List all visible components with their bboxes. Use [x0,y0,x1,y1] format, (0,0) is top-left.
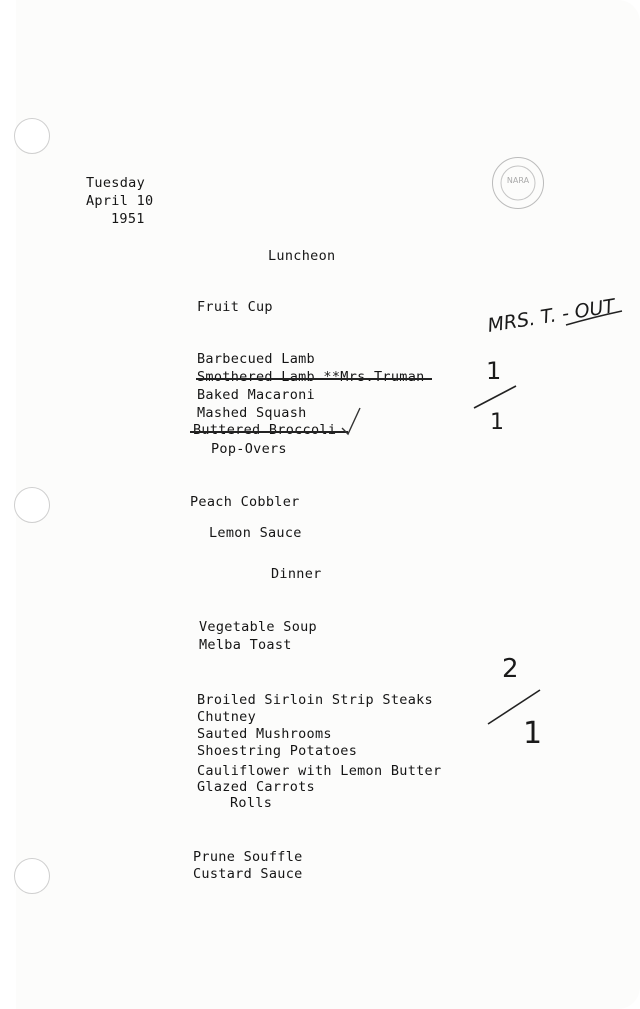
menu-item-baked-macaroni: Baked Macaroni [197,387,315,403]
menu-item-mashed-squash: Mashed Squash [197,405,307,421]
menu-item-lemon-sauce: Lemon Sauce [209,525,302,541]
luncheon-title: Luncheon [268,248,336,264]
menu-item-rolls: Rolls [230,795,273,811]
menu-item-custard-sauce: Custard Sauce [193,866,303,882]
menu-item-cauliflower: Cauliflower with Lemon Butter [197,763,442,779]
archive-stamp [492,157,544,209]
menu-item-smothered-lamb: Smothered Lamb **Mrs.Truman [197,369,425,385]
strikethrough-buttered-broccoli [190,431,348,433]
handwritten-note-mrs-t-out: MRS. T. - OUT [486,295,617,337]
menu-item-sirloin: Broiled Sirloin Strip Steaks [197,692,433,708]
binder-hole-bottom [14,858,50,894]
menu-item-vegetable-soup: Vegetable Soup [199,619,317,635]
lunch-servings-denominator: 1 [490,410,504,435]
header-day: Tuesday [86,175,145,191]
lunch-fraction-slash [470,382,520,412]
dinner-title: Dinner [271,566,322,582]
archive-stamp-label: NARA [506,176,530,185]
menu-item-pop-overs: Pop-Overs [211,441,287,457]
menu-item-barbecued-lamb: Barbecued Lamb [197,351,315,367]
menu-item-chutney: Chutney [197,709,256,725]
menu-item-carrots: Glazed Carrots [197,779,315,795]
binder-hole-middle [14,487,50,523]
check-mark [340,406,364,436]
menu-item-potatoes: Shoestring Potatoes [197,743,358,759]
lunch-servings-numerator: 1 [486,357,502,385]
menu-item-mushrooms: Sauted Mushrooms [197,726,332,742]
dinner-servings-denominator: 1 [523,716,543,751]
dinner-servings-numerator: 2 [502,654,519,684]
menu-item-peach-cobbler: Peach Cobbler [190,494,300,510]
menu-item-buttered-broccoli: Buttered Broccoli [193,422,337,438]
menu-item-prune-souffle: Prune Souffle [193,849,303,865]
binder-hole-top [14,118,50,154]
strikethrough-smothered-lamb [196,378,432,380]
menu-item-fruit-cup: Fruit Cup [197,299,273,315]
handwritten-underline [564,309,624,329]
header-year: 1951 [111,211,145,227]
header-date: April 10 [86,193,154,209]
menu-item-melba-toast: Melba Toast [199,637,292,653]
